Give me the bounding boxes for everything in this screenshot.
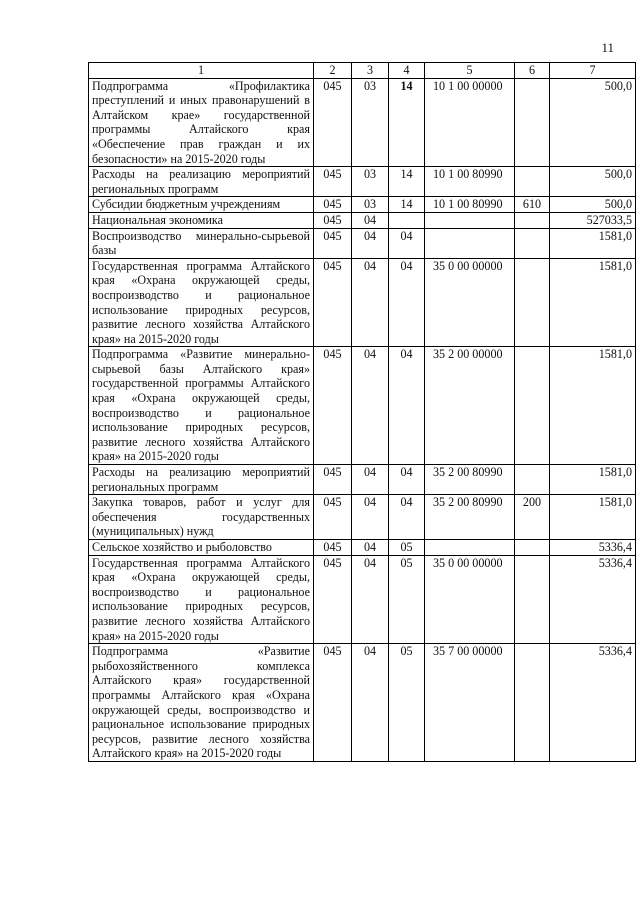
section-code: 04 — [352, 212, 389, 228]
table-row — [89, 212, 636, 228]
expense-type — [515, 644, 550, 762]
page-number: 11 — [601, 40, 614, 55]
section-code: 03 — [352, 78, 389, 167]
row-name: Расходы на реализацию мероприятий региональных программ — [89, 465, 314, 495]
section-code: 04 — [352, 347, 389, 465]
expense-type — [515, 540, 550, 556]
table-row — [89, 167, 636, 197]
target-code: 10 1 00 80990 — [425, 167, 515, 197]
column-header: 6 — [515, 63, 550, 79]
subsection-code: 14 — [389, 197, 425, 213]
amount: 500,0 — [550, 78, 636, 167]
subsection-code: 05 — [389, 540, 425, 556]
ministry-code: 045 — [314, 495, 352, 540]
ministry-code: 045 — [314, 212, 352, 228]
target-code: 10 1 00 80990 — [425, 197, 515, 213]
target-code: 35 7 00 00000 — [425, 644, 515, 762]
expense-type — [515, 465, 550, 495]
column-header: 7 — [550, 63, 636, 79]
target-code: 35 2 00 00000 — [425, 347, 515, 465]
table-row — [89, 78, 636, 167]
row-name: Сельское хозяйство и рыболовство — [89, 540, 314, 556]
subsection-code — [389, 212, 425, 228]
row-name: Государственная программа Алтайского края «Охрана окружающей среды, воспроизводство и рациональное использование природных ресурсов, развитие лесного хозяйства Алтайского края» на 2015-2020 годы — [89, 258, 314, 347]
column-header: 5 — [425, 63, 515, 79]
row-name: Расходы на реализацию мероприятий региональных программ — [89, 167, 314, 197]
ministry-code: 045 — [314, 540, 352, 556]
table-row — [89, 228, 636, 258]
amount: 1581,0 — [550, 258, 636, 347]
amount: 500,0 — [550, 167, 636, 197]
expense-type — [515, 212, 550, 228]
section-code: 04 — [352, 495, 389, 540]
target-code — [425, 212, 515, 228]
header-row — [89, 63, 636, 79]
amount: 1581,0 — [550, 347, 636, 465]
table-row — [89, 495, 636, 540]
section-code: 04 — [352, 555, 389, 644]
row-name: Закупка товаров, работ и услуг для обеспечения государственных (муниципальных) нужд — [89, 495, 314, 540]
table-row — [89, 465, 636, 495]
subsection-code: 14 — [389, 167, 425, 197]
amount: 1581,0 — [550, 495, 636, 540]
table-row — [89, 555, 636, 644]
ministry-code: 045 — [314, 258, 352, 347]
section-code: 04 — [352, 540, 389, 556]
budget-table — [88, 62, 636, 762]
expense-type — [515, 228, 550, 258]
subsection-code: 05 — [389, 555, 425, 644]
amount: 5336,4 — [550, 555, 636, 644]
table-row — [89, 258, 636, 347]
amount: 1581,0 — [550, 465, 636, 495]
subsection-code: 04 — [389, 228, 425, 258]
ministry-code: 045 — [314, 347, 352, 465]
amount: 1581,0 — [550, 228, 636, 258]
expense-type: 610 — [515, 197, 550, 213]
target-code: 35 2 00 80990 — [425, 465, 515, 495]
section-code: 04 — [352, 465, 389, 495]
target-code: 35 0 00 00000 — [425, 258, 515, 347]
expense-type — [515, 258, 550, 347]
section-code: 03 — [352, 197, 389, 213]
expense-type: 200 — [515, 495, 550, 540]
expense-type — [515, 78, 550, 167]
subsection-code: 04 — [389, 258, 425, 347]
section-code: 03 — [352, 167, 389, 197]
target-code — [425, 228, 515, 258]
expense-type — [515, 555, 550, 644]
ministry-code: 045 — [314, 197, 352, 213]
target-code: 10 1 00 00000 — [425, 78, 515, 167]
section-code: 04 — [352, 228, 389, 258]
section-code: 04 — [352, 258, 389, 347]
table-row — [89, 197, 636, 213]
ministry-code: 045 — [314, 78, 352, 167]
expense-type — [515, 347, 550, 465]
subsection-code: 04 — [389, 495, 425, 540]
amount: 527033,5 — [550, 212, 636, 228]
row-name: Подпрограмма «Развитие рыбохозяйственного комплекса Алтайского края» государственной программы Алтайского края «Охрана окружающей среды, воспроизводство и рациональное использование природных ресурсов, развитие лесного хозяйства Алтайского края» на 2015-2020 годы — [89, 644, 314, 762]
subsection-code: 04 — [389, 347, 425, 465]
column-header: 3 — [352, 63, 389, 79]
ministry-code: 045 — [314, 167, 352, 197]
table-row — [89, 347, 636, 465]
target-code: 35 2 00 80990 — [425, 495, 515, 540]
row-name: Субсидии бюджетным учреждениям — [89, 197, 314, 213]
ministry-code: 045 — [314, 555, 352, 644]
amount: 5336,4 — [550, 644, 636, 762]
row-name: Государственная программа Алтайского края «Охрана окружающей среды, воспроизводство и рациональное использование природных ресурсов, развитие лесного хозяйства Алтайского края» на 2015-2020 годы — [89, 555, 314, 644]
subsection-code: 04 — [389, 465, 425, 495]
amount: 500,0 — [550, 197, 636, 213]
amount: 5336,4 — [550, 540, 636, 556]
row-name: Подпрограмма «Профилактика преступлений и иных правонарушений в Алтайском крае» государственной программы Алтайского края «Обеспечение прав граждан и их безопасности» на 2015-2020 годы — [89, 78, 314, 167]
subsection-code: 05 — [389, 644, 425, 762]
target-code: 35 0 00 00000 — [425, 555, 515, 644]
column-header: 2 — [314, 63, 352, 79]
subsection-code: 14 — [389, 78, 425, 167]
table-row — [89, 644, 636, 762]
expense-type — [515, 167, 550, 197]
row-name: Национальная экономика — [89, 212, 314, 228]
ministry-code: 045 — [314, 228, 352, 258]
section-code: 04 — [352, 644, 389, 762]
row-name: Воспроизводство минерально-сырьевой базы — [89, 228, 314, 258]
row-name: Подпрограмма «Развитие минерально-сырьевой базы Алтайского края» государственной программы Алтайского края «Охрана окружающей среды, воспроизводство и рациональное использование природных ресурсов, развитие лесного хозяйства Алтайского края» на 2015-2020 годы — [89, 347, 314, 465]
table-row — [89, 540, 636, 556]
column-header: 4 — [389, 63, 425, 79]
column-header: 1 — [89, 63, 314, 79]
ministry-code: 045 — [314, 644, 352, 762]
target-code — [425, 540, 515, 556]
ministry-code: 045 — [314, 465, 352, 495]
